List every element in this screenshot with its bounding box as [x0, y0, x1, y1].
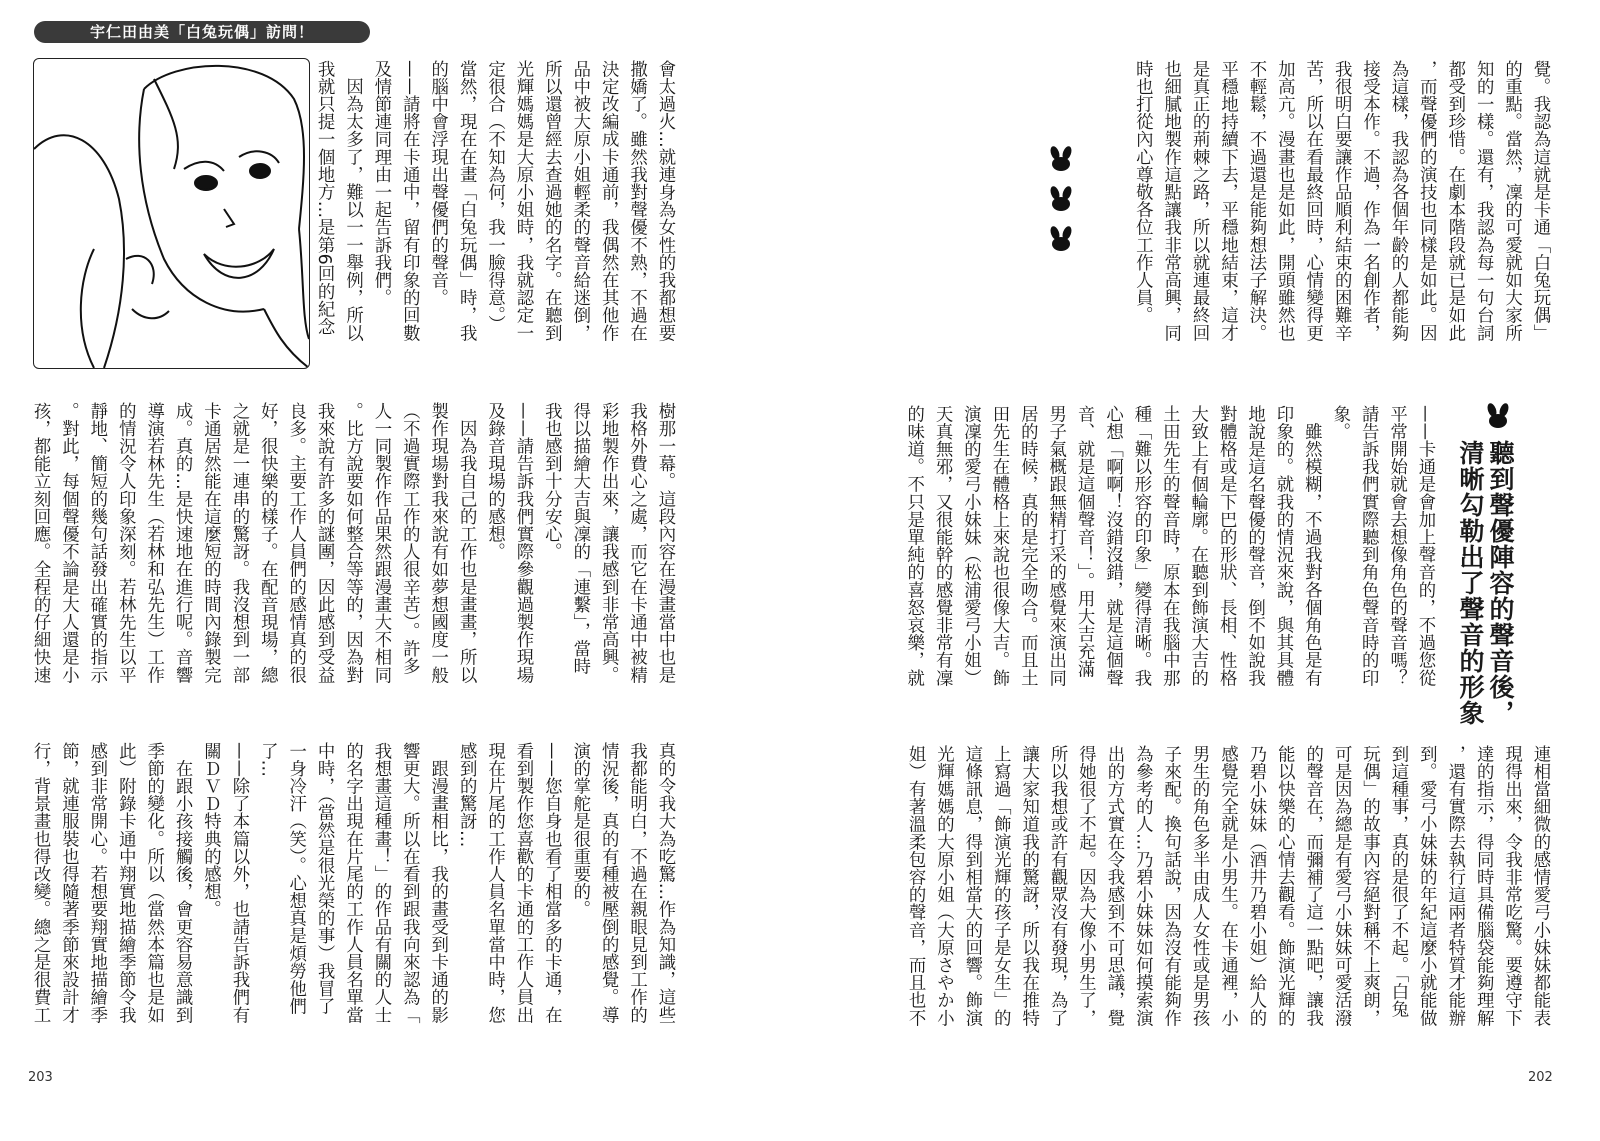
- text-column: 我就只提一個地方…是第6回的紀念: [314, 60, 335, 336]
- text-column: 及情節連同理由一起告訴我們。: [370, 60, 391, 307]
- text-column: 人一同製作作品果然跟漫畫大不相同: [370, 402, 391, 684]
- section-heading-line-1: 聽到聲優陣容的聲音後，: [1486, 440, 1515, 726]
- text-column: 都受到珍惜。在劇本階段就已是如此: [1444, 60, 1465, 342]
- text-column: 現在片尾的工作人員名單當中時，您: [484, 742, 505, 1024]
- text-column: 接受本作。不過，作為一名創作者，: [1359, 60, 1380, 342]
- bunny-icon: [1485, 403, 1511, 429]
- text-column: 此）附錄卡通中翔實地描繪季節令我: [115, 742, 136, 1024]
- text-column: 所以我想或許有觀眾沒有發現，為了: [1047, 745, 1068, 1027]
- text-column: 會太過火…就連身為女性的我都想要: [655, 60, 675, 342]
- text-column: （不過實際工作的人很辛苦）。許多: [399, 402, 420, 675]
- illustration-two-characters: [33, 58, 310, 369]
- text-column: 大致上有個輪廓。在聽到飾演大吉的: [1187, 405, 1208, 687]
- text-column: 導演若林先生（若林和弘先生）工作: [143, 402, 164, 684]
- text-column: 卡通居然能在這麼短的時間內錄製完: [200, 402, 221, 684]
- text-column: 也細膩地製作這點讓我非常高興，同: [1160, 60, 1181, 342]
- text-column: 孩，都能立刻回應。全程的仔細快速: [30, 402, 51, 684]
- text-column: ——卡通是會加上聲音的，不過您從: [1415, 405, 1435, 687]
- text-column: 光輝媽媽是大原小姐時，我就認定一: [512, 60, 533, 342]
- text-column: 到。愛弓小妹妹的年紀這麼小就能做: [1416, 745, 1437, 1027]
- text-column: 因為太多了，難以一一舉例，所以: [342, 60, 363, 342]
- text-column: 達的指示，得同時具備腦袋能夠理解: [1473, 745, 1494, 1027]
- text-column: 看到製作您喜歡的卡通的工作人員出: [512, 742, 533, 1024]
- text-column: 居的時候，真的是完全吻合。而且土: [1017, 405, 1038, 687]
- text-column: 彩地製作出來，讓我感到非常高興。: [598, 402, 619, 684]
- text-column: 。比方說要如何整合等等的，因為對: [342, 402, 363, 684]
- text-column: 定很合（不知為何，我一臉得意。）: [484, 60, 505, 333]
- text-column: 中時，（當然是很光榮的事）我冒了: [314, 742, 335, 1015]
- text-column: 真的令我大為吃驚…作為知識，這些: [655, 742, 675, 1024]
- text-column: ——除了本篇以外，也請告訴我們有: [228, 742, 249, 1024]
- text-column: 玩偶」的故事內容絕對稱不上爽朗，: [1359, 745, 1380, 1027]
- text-column: 讓大家知道我的驚訝，所以我在推特: [1018, 745, 1039, 1027]
- text-column: 感覺完全就是小男生。在卡通裡，小: [1217, 745, 1238, 1027]
- right-page-bottom-text: [901, 745, 1554, 1050]
- left-page-bottom-text: [26, 742, 679, 1047]
- text-column: 感到的驚訝…: [456, 742, 477, 848]
- text-column: 演凜的愛弓小妹妹（松浦愛弓小姐）: [960, 405, 981, 687]
- text-column: ，還有實際去執行這兩者特質才能辦: [1444, 745, 1465, 1027]
- text-column: 是真正的荊棘之路，所以就連最終回: [1189, 60, 1210, 342]
- text-column: 得她很了不起。因為大像小男生了，: [1075, 745, 1096, 1027]
- text-column: 成。真的…是快速地在進行呢。音響: [172, 402, 193, 684]
- text-column: 的重點。當然，凜的可愛就如大家所: [1501, 60, 1522, 342]
- text-column: 我格外費心之處，而它在卡通中被精: [626, 402, 647, 684]
- text-column: 得以描繪大吉與凜的「連繫」，當時: [569, 402, 590, 675]
- text-column: 撒嬌了。雖然我對聲優不熟，不過在: [626, 60, 647, 342]
- text-column: 可是因為總是有愛弓小妹妹可愛活潑: [1331, 745, 1352, 1027]
- interview-title-banner: 宇仁田由美「白兔玩偶」訪問！: [34, 21, 370, 43]
- text-column: 乃碧小妹妹（酒井乃碧小姐）給人的: [1245, 745, 1266, 1027]
- text-column: 決定改編成卡通前，我偶然在其他作: [598, 60, 619, 342]
- text-column: ，而聲優們的演技也同樣是如此。因: [1416, 60, 1437, 342]
- text-column: 我想畫這種畫！」的作品有關的人士: [370, 742, 391, 1024]
- text-column: 加高亢。漫畫也是如此，開頭雖然也: [1274, 60, 1295, 342]
- text-column: 地說是這名聲優的聲音，倒不如說我: [1244, 405, 1265, 687]
- text-column: 能以快樂的心情去觀看。飾演光輝的: [1274, 745, 1295, 1027]
- text-column: 田先生在體格上來說也很像大吉。飾: [988, 405, 1009, 687]
- text-column: 當然，現在在畫「白兔玩偶」時，我: [456, 60, 477, 342]
- section-heading: [1455, 440, 1515, 726]
- text-column: 男子氣概跟無精打采的感覺來演出同: [1045, 405, 1066, 687]
- text-column: 好，很快樂的樣子。在配音現場，總: [257, 402, 278, 684]
- text-column: 感到非常開心。若想要翔實地描繪季: [86, 742, 107, 1024]
- text-column: ——您自身也看了相當多的卡通，在: [541, 742, 562, 1024]
- text-column: 請告訴我們實際聽到角色聲音時的印: [1358, 405, 1379, 687]
- text-column: 為這樣，我認為各個年齡的人都能夠: [1387, 60, 1408, 342]
- text-column: 靜地、簡短的幾句話發出確實的指示: [86, 402, 107, 684]
- text-column: 不輕鬆，不過還是能夠想法子解決。: [1245, 60, 1266, 342]
- left-page-top-text: [310, 60, 679, 365]
- text-column: 的名字出現在片尾的工作人員名單當: [342, 742, 363, 1024]
- text-column: 覺。我認為這就是卡通「白兔玩偶」: [1530, 60, 1550, 342]
- text-column: 男生的角色多半由成人女性或是男孩: [1189, 745, 1210, 1027]
- text-column: 現得出來，令我非常吃驚。要遵守下: [1501, 745, 1522, 1027]
- text-column: 我都能明白，不過在親眼見到工作的: [626, 742, 647, 1024]
- right-page-top-text: [1128, 60, 1554, 365]
- page-number-left: 203: [28, 1070, 53, 1085]
- text-column: 一身冷汗（笑）。心想真是煩勞他們: [285, 742, 306, 1015]
- text-column: 光輝媽媽的大原小姐（大原さやか小: [933, 745, 954, 1027]
- text-column: 之就是一連串的驚訝。我沒想到一部: [228, 402, 249, 684]
- text-column: 我來說有許多的謎團，因此感到受益: [314, 402, 335, 684]
- text-column: 出的方式實在令我感到不可思議，覺: [1103, 745, 1124, 1027]
- text-column: 子來配。換句話說，因為沒有能夠作: [1160, 745, 1181, 1027]
- left-page-middle-text: [26, 402, 679, 707]
- text-column: 因為我自己的工作也是畫畫，所以: [456, 402, 477, 684]
- text-column: 的聲音在，而彌補了這一點吧，讓我: [1302, 745, 1323, 1027]
- text-column: 及錄音現場的感想。: [484, 402, 505, 561]
- text-column: 苦，所以在看最終回時，心情變得更: [1302, 60, 1323, 342]
- bunny-icon: [1048, 226, 1074, 252]
- text-column: 象。: [1329, 405, 1350, 441]
- text-column: 我也感到十分安心。: [541, 402, 562, 561]
- text-column: 所以還曾經去查過她的名字。在聽到: [541, 60, 562, 342]
- text-column: 。對此，每個聲優不論是大人還是小: [58, 402, 79, 684]
- text-column: 的腦中會浮現出聲優們的聲音。: [427, 60, 448, 307]
- bunny-icon: [1048, 146, 1074, 172]
- text-column: 我很明白要讓作品順利結束的困難辛: [1331, 60, 1352, 342]
- right-page-middle-text: [899, 405, 1439, 710]
- text-column: 節，就連服裝也得隨著季節來設計才: [58, 742, 79, 1024]
- text-column: 姐）有著溫柔包容的聲音，而且也不: [905, 745, 926, 1027]
- text-column: 天真無邪，又很能幹的感覺非常有凜: [932, 405, 953, 687]
- text-column: 行，背景畫也得改變。總之是很費工: [30, 742, 51, 1024]
- text-column: 為參考的人…乃碧小妹妹如何摸索演: [1132, 745, 1153, 1027]
- text-column: 音、就是這個聲音！」。用大吉充滿: [1074, 405, 1095, 678]
- text-column: 跟漫畫相比，我的畫受到卡通的影: [427, 742, 448, 1024]
- page-number-right: 202: [1528, 1070, 1553, 1085]
- text-column: 情況後，真的有種被壓倒的感覺。導: [598, 742, 619, 1024]
- text-column: 樹那一幕。這段內容在漫畫當中也是: [655, 402, 675, 684]
- bunny-icon: [1048, 186, 1074, 212]
- text-column: 響更大。所以在看到跟我向來認為「: [399, 742, 420, 1024]
- text-column: 到這種事，真的是很了不起。「白兔: [1387, 745, 1408, 1018]
- text-column: 了…: [257, 742, 278, 778]
- section-heading-line-2: 清晰勾勒出了聲音的形象: [1456, 440, 1485, 726]
- text-column: 知的一樣。還有，我認為每一句台詞: [1473, 60, 1494, 342]
- text-column: ——請告訴我們實際參觀過製作現場: [512, 402, 533, 684]
- text-column: 關ＤＶＤ特典的感想。: [200, 742, 221, 918]
- text-column: 製作現場對我來說有如夢想國度一般: [427, 402, 448, 684]
- text-column: 種「難以形容的印象」變得清晰。我: [1130, 405, 1151, 687]
- text-column: 連相當細微的感情愛弓小妹妹都能表: [1530, 745, 1550, 1027]
- text-column: 的情況令人印象深刻。若林先生以平: [115, 402, 136, 684]
- text-column: 平穩地持續下去，平穩地結束，這才: [1217, 60, 1238, 342]
- text-column: 雖然模糊，不過我對各個角色是有: [1301, 405, 1322, 687]
- text-column: 時也打從內心尊敬各位工作人員。: [1132, 60, 1153, 324]
- text-column: 季節的變化。所以（當然本篇也是如: [143, 742, 164, 1024]
- text-column: 這條訊息，得到相當大的回響。飾演: [961, 745, 982, 1027]
- text-column: 演的掌舵是很重要的。: [569, 742, 590, 918]
- text-column: 的味道。不只是單純的喜怒哀樂，就: [903, 405, 924, 687]
- text-column: 上寫過「飾演光輝的孩子是女生」的: [990, 745, 1011, 1027]
- text-column: ——請將在卡通中，留有印象的回數: [399, 60, 420, 342]
- text-column: 在跟小孩接觸後，會更容易意識到: [172, 742, 193, 1024]
- text-column: 平常開始就會去想像角色的聲音嗎？: [1386, 405, 1407, 687]
- text-column: 品中被大原小姐輕柔的聲音給迷倒，: [569, 60, 590, 342]
- text-column: 心想「啊啊！沒錯沒錯，就是這個聲: [1102, 405, 1123, 687]
- text-column: 良多。主要工作人員們的感情真的很: [285, 402, 306, 684]
- text-column: 印象的。就我的情況來說，與其具體: [1272, 405, 1293, 687]
- text-column: 對體格或是下巴的形狀、長相、性格: [1216, 405, 1237, 687]
- text-column: 土田先生的聲音時，原本在我腦中那: [1159, 405, 1180, 687]
